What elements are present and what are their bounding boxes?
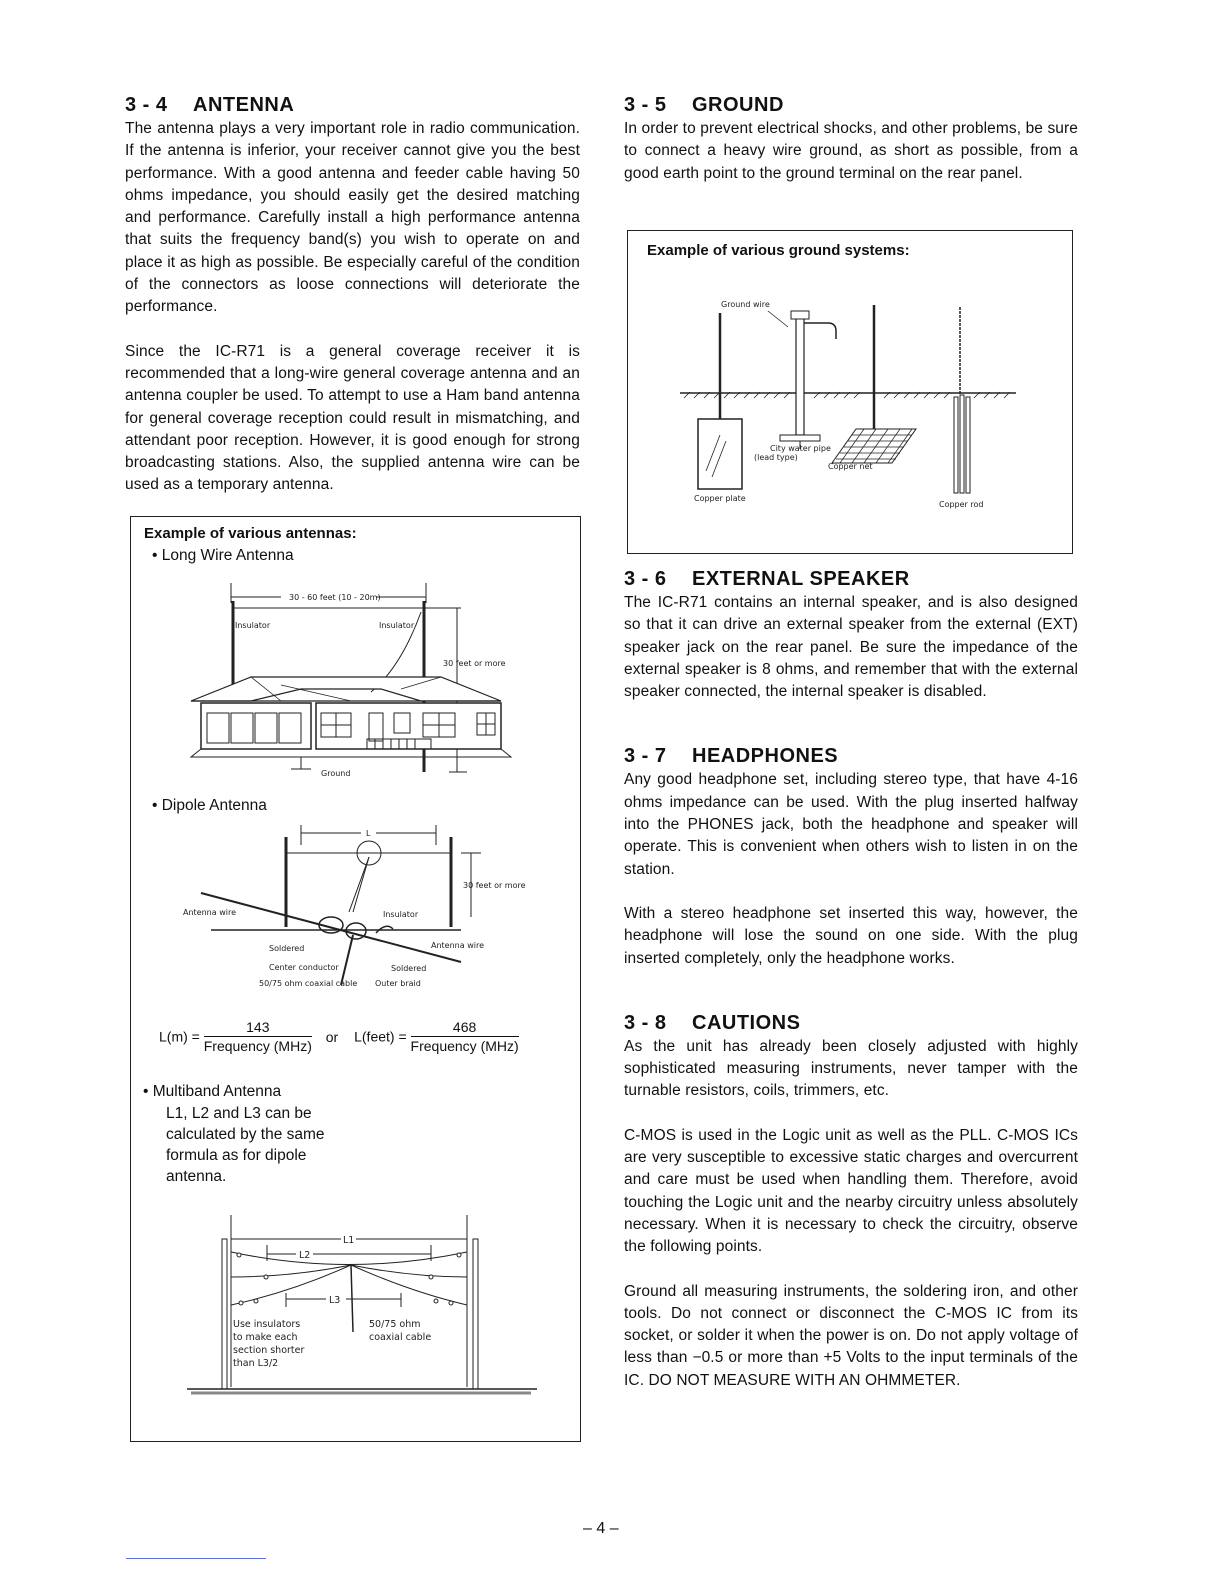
formula-denominator-meters: Frequency (MHz)	[203, 1038, 312, 1054]
dipole-height-label: 30 feet or more	[463, 881, 526, 890]
dipole-l-label: L	[366, 829, 371, 838]
multiband-bullet: • Multiband Antenna	[143, 1083, 282, 1100]
ground-paragraph-1: In order to prevent electrical shocks, and other problems, be sure to connect a heavy wire ground, as short as possible, from a good earth point to the ground terminal on the rear panel.	[624, 120, 1078, 182]
long-wire-span-label: 30 - 60 feet (10 - 20m)	[289, 593, 381, 602]
dipole-bullet: • Dipole Antenna	[152, 797, 267, 814]
cautions-paragraph-2: C-MOS is used in the Logic unit as well as the PLL. C-MOS ICs are very susceptible to excessive static charges and overcurrent and care must be used when handling them. Therefore, avoid touching the Logic unit and the nearby circuitry unless absolutely necessary. When it is necessary to check the circuitry, observe the following points.	[624, 1126, 1078, 1256]
dipole-outer-braid: Outer braid	[375, 979, 421, 988]
antenna-paragraph-2: Since the IC-R71 is a general coverage receiver it is recommended that a long-wire general coverage antenna and an antenna coupler be used. To attempt to use a Ham band antenna for general coverage reception could result in mismatching, and attendant poor reception. However, it is good enough for strong broadcasting stations. Also, the supplied antenna wire can be used as a temporary antenna.	[125, 342, 580, 494]
copper-plate-label: Copper plate	[694, 494, 746, 503]
formula-numerator-meters: 143	[204, 1019, 312, 1037]
multiband-l3-label: L3	[329, 1295, 341, 1306]
cautions-paragraph-1: As the unit has already been closely adjusted with highly sophisticated measuring instruments, never tamper with the turnable resistors, coils, trimmers, etc.	[624, 1037, 1078, 1100]
multiband-coax-note-line: 50/75 ohm	[369, 1319, 421, 1330]
long-wire-height-label: 30 feet or more	[443, 659, 506, 668]
long-wire-insulator-right: Insulator	[379, 621, 415, 630]
multiband-text-line: calculated by the same	[166, 1126, 325, 1143]
section-heading-antenna: 3 - 4 ANTENNA	[125, 94, 295, 116]
formula-denominator-feet: Frequency (MHz)	[410, 1038, 519, 1054]
dipole-antenna-wire-left: Antenna wire	[183, 908, 236, 917]
ground-box-title: Example of various ground systems:	[647, 242, 910, 259]
dipole-center-conductor: Center conductor	[269, 963, 339, 972]
right-column-lower	[624, 566, 1078, 1392]
copper-net-label: Copper net	[828, 462, 873, 471]
multiband-l1-label: L1	[343, 1235, 355, 1246]
long-wire-insulator-left: Insulator	[235, 621, 271, 630]
formula-lhs-feet: L(feet) =	[354, 1028, 407, 1045]
dipole-antenna-wire-right: Antenna wire	[431, 941, 484, 950]
headphones-paragraph-1: Any good headphone set, including stereo type, that have 4-16 ohms impedance can be used. With the plug inserted halfway into the PHONES jack, both the headphone and speaker will operate. This is convenient when others wish to listen in on the station.	[624, 771, 1078, 878]
ground-systems-figure	[628, 231, 1072, 553]
page-number: – 4 –	[583, 1520, 619, 1537]
cautions-paragraph-3: Ground all measuring instruments, the soldering iron, and other tools. Do not connect or disconnect the C-MOS IC from its socket, or solder it when the power is on. Do not apply voltage of less than −0.5 or more than +5 Volts to the input terminals of the IC. DO NOT MEASURE WITH AN OHMMETER.	[624, 1282, 1078, 1389]
ground-wire-label: Ground wire	[721, 300, 770, 309]
dipole-soldered-right: Soldered	[391, 964, 427, 973]
long-wire-bullet: • Long Wire Antenna	[152, 547, 294, 564]
section-heading-headphones: 3 - 7 HEADPHONES	[624, 745, 839, 768]
long-wire-ground-label: Ground	[321, 769, 351, 778]
formula-or: or	[325, 1028, 339, 1045]
ground-examples-box	[627, 230, 1073, 554]
copper-rod-label: Copper rod	[939, 500, 984, 509]
antenna-box-title: Example of various antennas:	[144, 525, 357, 542]
multiband-text-line: antenna.	[166, 1168, 227, 1185]
left-column	[125, 92, 580, 497]
multiband-text-line: L1, L2 and L3 can be	[166, 1105, 312, 1122]
antenna-examples-box	[130, 516, 581, 1442]
section-heading-ground: 3 - 5 GROUND	[624, 94, 784, 116]
water-pipe-label-line: City water pipe	[770, 444, 831, 453]
formula-numerator-feet: 468	[411, 1019, 519, 1037]
section-heading-speaker: 3 - 6 EXTERNAL SPEAKER	[624, 568, 910, 590]
water-pipe-label-line: (lead type)	[754, 453, 798, 462]
right-column	[624, 92, 1078, 185]
multiband-insulator-note-line: section shorter	[233, 1345, 305, 1356]
formula-lhs-meters: L(m) =	[159, 1028, 200, 1045]
multiband-insulator-note-line: Use insulators	[233, 1319, 301, 1330]
multiband-l2-label: L2	[299, 1250, 311, 1261]
dipole-insulator: Insulator	[383, 910, 419, 919]
multiband-insulator-note-line: to make each	[233, 1332, 298, 1343]
multiband-insulator-note-line: than L3/2	[233, 1358, 279, 1369]
footer-rule	[126, 1558, 266, 1559]
speaker-paragraph-1: The IC-R71 contains an internal speaker, and is also designed so that it can drive an external speaker from the external (EXT) speaker jack on the rear panel. Be sure the impedance of the external speaker is 8 ohms, and remember that with the external speaker connected, the internal speaker is disabled.	[624, 594, 1078, 701]
multiband-antenna-figure	[131, 517, 580, 1441]
dipole-soldered-left: Soldered	[269, 944, 305, 953]
dipole-coax: 50/75 ohm coaxial cable	[259, 979, 358, 988]
antenna-paragraph-1: The antenna plays a very important role in radio communication. If the antenna is inferior, your receiver cannot give you the best performance. With a good antenna and feeder cable having 50 ohms impedance, you should easily get the desired matching and performance. Carefully install a high performance antenna that suits the frequency band(s) you wish to operate on and place it as high as possible. Be especially careful of the condition of the connectors as loose connections will deteriorate the performance.	[125, 120, 580, 316]
headphones-paragraph-2: With a stereo headphone set inserted this way, however, the headphone will lose the sound on one side. With the plug inserted completely, only the headphone works.	[624, 904, 1078, 967]
multiband-text-line: formula as for dipole	[166, 1147, 307, 1164]
section-heading-cautions: 3 - 8 CAUTIONS	[624, 1011, 801, 1034]
multiband-coax-note-line: coaxial cable	[369, 1332, 432, 1343]
